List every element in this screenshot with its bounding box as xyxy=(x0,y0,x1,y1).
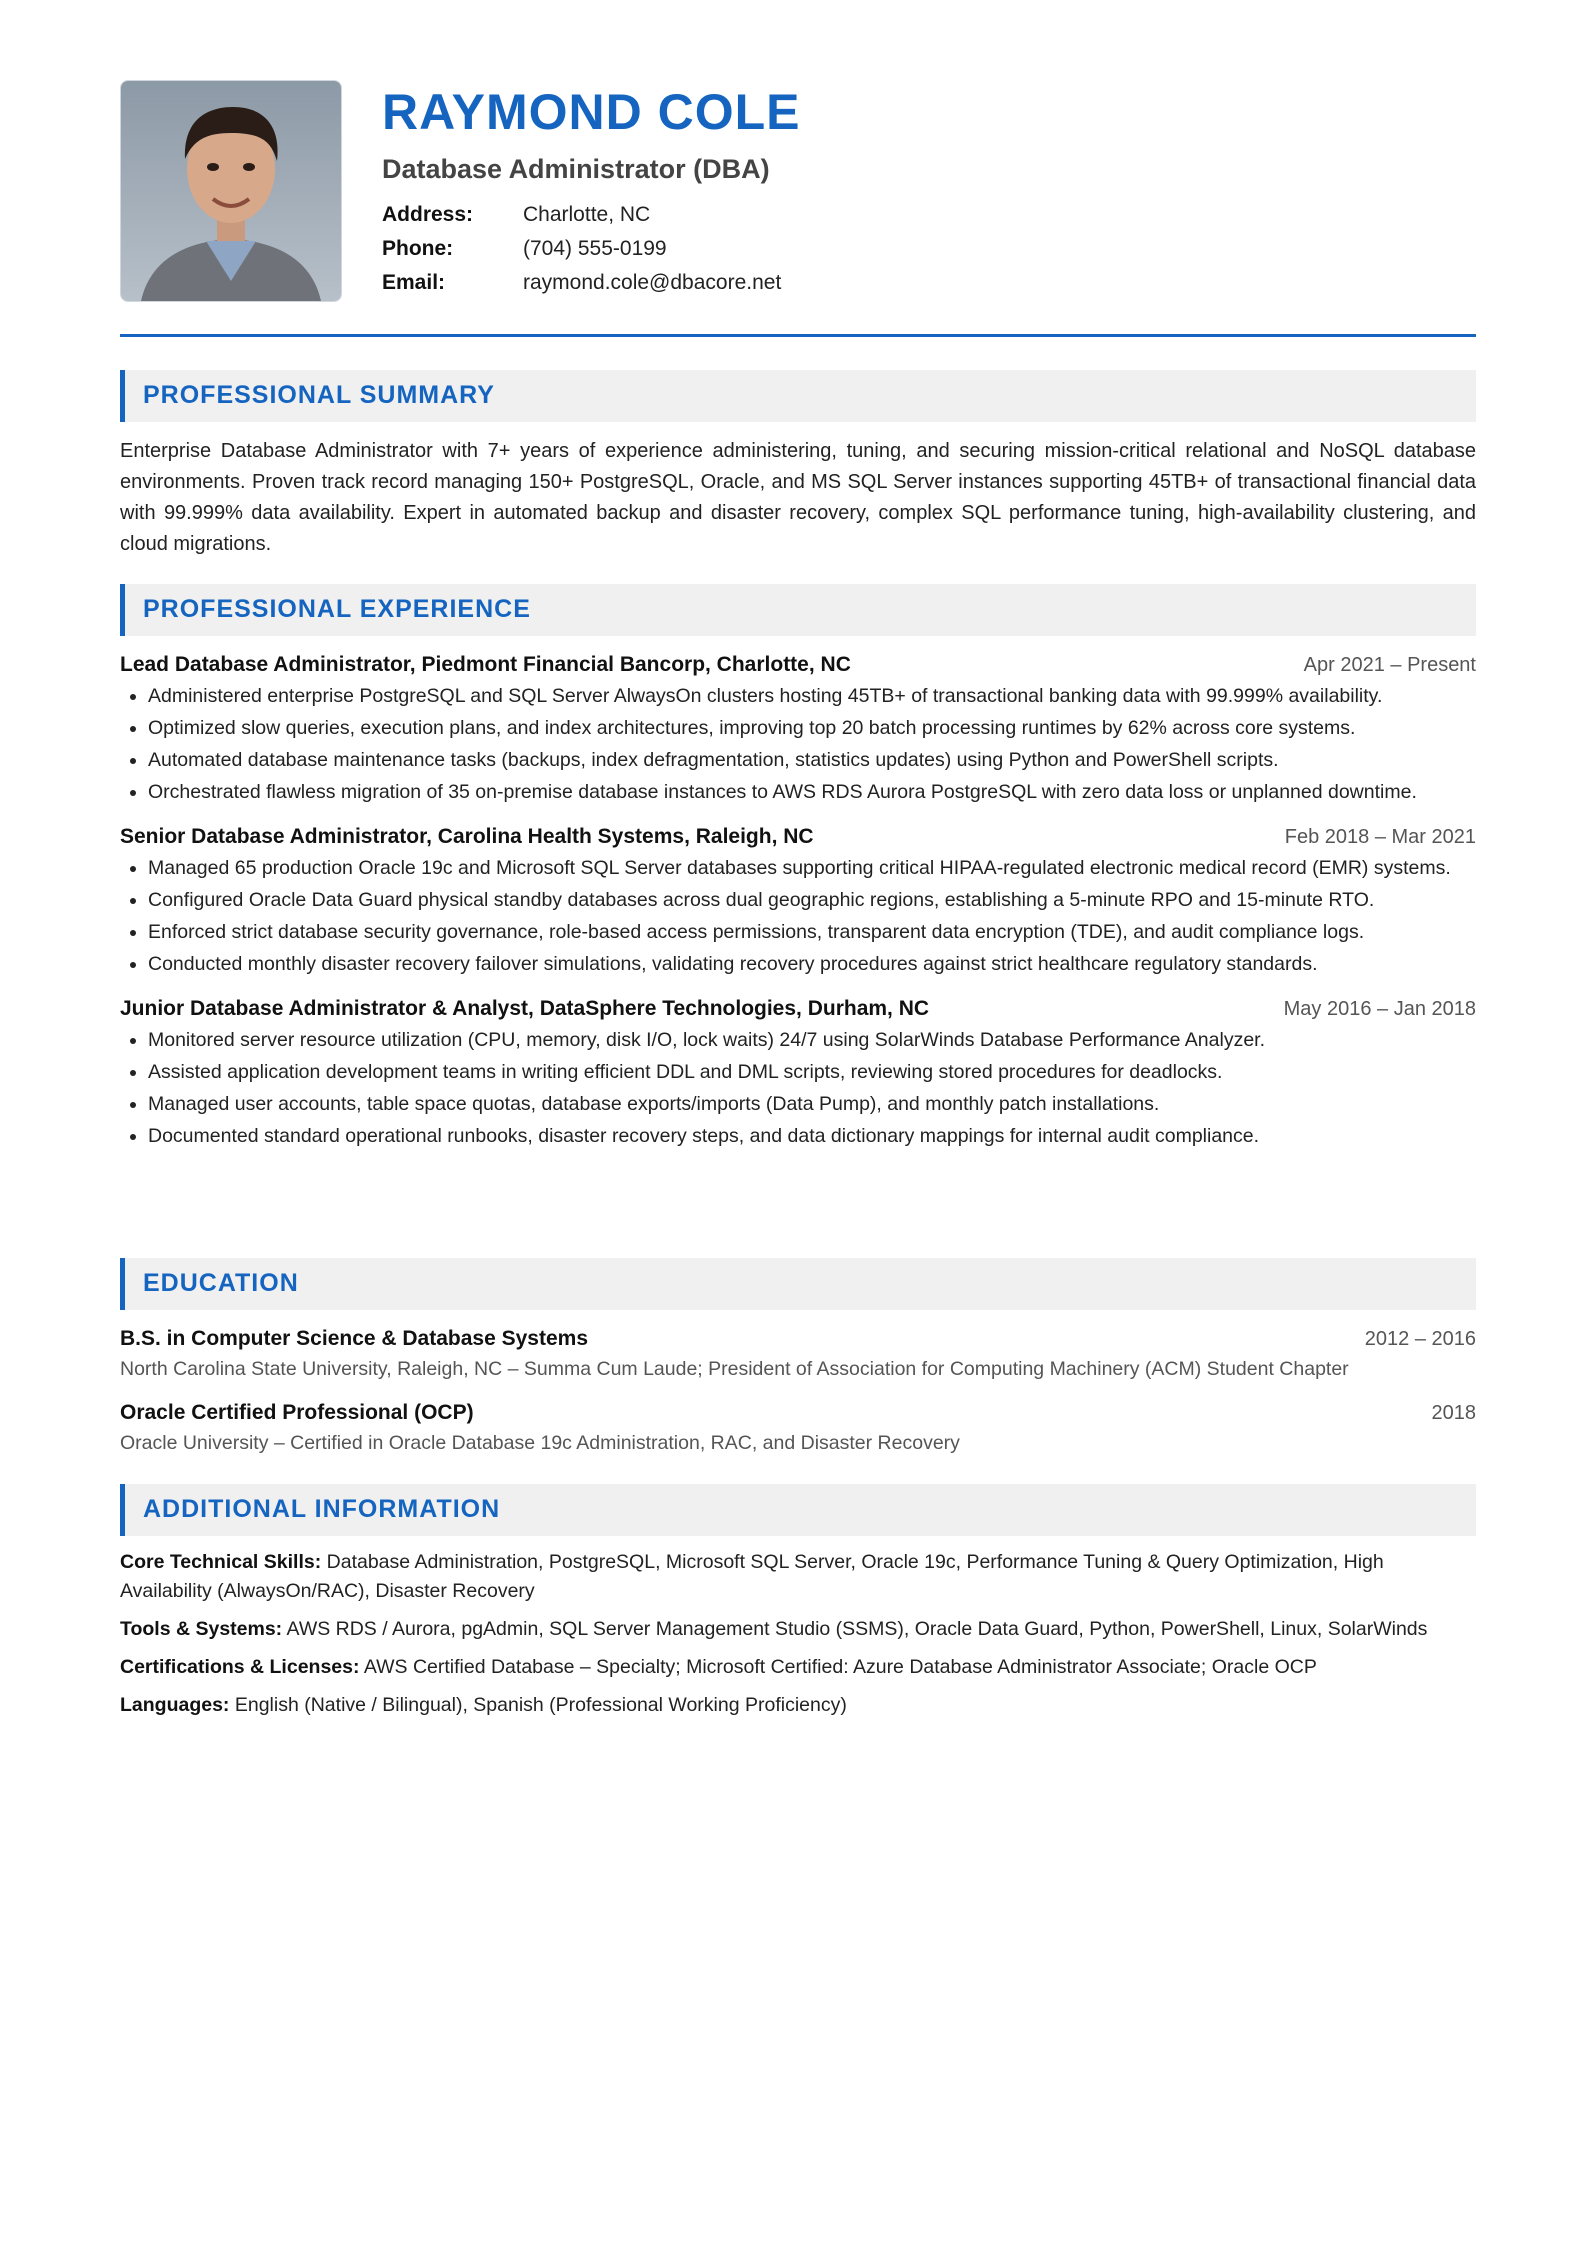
additional-value: English (Native / Bilingual), Spanish (Professional Working Proficiency) xyxy=(234,1694,847,1716)
education-dates: 2018 xyxy=(1431,1402,1476,1424)
job-header xyxy=(120,994,1476,1024)
section-heading-summary xyxy=(120,370,1476,422)
section-title: ADDITIONAL INFORMATION xyxy=(143,1495,501,1523)
profile-photo xyxy=(120,80,342,302)
list-item: • Assisted application development teams in writing efficient DDL and DML scripts, reviewing stored procedures for deadlocks. xyxy=(148,1058,1476,1086)
education-list xyxy=(120,1324,1476,1472)
list-item: • Managed 65 production Oracle 19c and Microsoft SQL Server databases supporting critical HIPAA-regulated electronic medical record (EMR) systems. xyxy=(148,854,1476,882)
additional-item xyxy=(120,1691,1476,1720)
additional-label: Core Technical Skills: xyxy=(120,1551,322,1573)
education-title: Oracle Certified Professional (OCP) xyxy=(120,1401,474,1424)
experience-list xyxy=(120,650,1476,1166)
job-dates: May 2016 – Jan 2018 xyxy=(1283,998,1476,1020)
additional-label: Languages: xyxy=(120,1694,230,1716)
contact-value: (704) 555-0199 xyxy=(523,237,667,260)
contact-value: Charlotte, NC xyxy=(523,203,651,226)
job-entry xyxy=(120,822,1476,978)
contact-value: raymond.cole@dbacore.net xyxy=(523,271,782,294)
job-dates: Apr 2021 – Present xyxy=(1303,654,1476,676)
job-title: Lead Database Administrator, Piedmont Financial Bancorp, Charlotte, NC xyxy=(120,653,851,676)
section-heading-experience xyxy=(120,584,1476,636)
additional-item xyxy=(120,1653,1476,1682)
job-bullets xyxy=(120,854,1476,978)
contact-label: Address: xyxy=(382,203,474,226)
contact-phone xyxy=(382,232,801,266)
section-heading-additional xyxy=(120,1484,1476,1536)
section-title: PROFESSIONAL EXPERIENCE xyxy=(143,595,531,623)
job-bullets xyxy=(120,682,1476,806)
list-item: • Managed user accounts, table space quotas, database exports/imports (Data Pump), and monthly patch installations. xyxy=(148,1090,1476,1118)
job-title: Senior Database Administrator, Carolina Health Systems, Raleigh, NC xyxy=(120,825,814,848)
section-title: EDUCATION xyxy=(143,1269,299,1297)
resume-header xyxy=(120,80,1476,300)
additional-label: Certifications & Licenses: xyxy=(120,1656,360,1678)
list-item: • Orchestrated flawless migration of 35 on-premise database instances to AWS RDS Aurora PostgreSQL with zero data loss or unplanned downtime. xyxy=(148,778,1476,806)
education-entry xyxy=(120,1324,1476,1384)
list-item: • Configured Oracle Data Guard physical standby databases across dual geographic regions, establishing a 5-minute RPO and 15-minute RTO. xyxy=(148,886,1476,914)
additional-value: Database Administration, PostgreSQL, Microsoft SQL Server, Oracle 19c, Performance Tuning & Query Optimization, High Availability (AlwaysOn/RAC), Disaster Recovery xyxy=(120,1551,1384,1602)
candidate-name: RAYMOND COLE xyxy=(382,84,801,140)
list-item: • Documented standard operational runbooks, disaster recovery steps, and data dictionary mappings for internal audit compliance. xyxy=(148,1122,1476,1150)
education-detail: Oracle University – Certified in Oracle Database 19c Administration, RAC, and Disaster Recovery xyxy=(120,1432,960,1454)
header-info xyxy=(382,80,801,300)
job-header xyxy=(120,650,1476,680)
education-entry xyxy=(120,1398,1476,1458)
education-detail: North Carolina State University, Raleigh, NC – Summa Cum Laude; President of Association for Computing Machinery (ACM) Student Chapter xyxy=(120,1358,1349,1380)
list-item: • Enforced strict database security governance, role-based access permissions, transparent data encryption (TDE), and audit compliance logs. xyxy=(148,918,1476,946)
candidate-title: Database Administrator (DBA) xyxy=(382,154,770,184)
list-item: • Conducted monthly disaster recovery failover simulations, validating recovery procedures against strict healthcare regulatory standards. xyxy=(148,950,1476,978)
section-title: PROFESSIONAL SUMMARY xyxy=(143,381,495,409)
additional-value: AWS RDS / Aurora, pgAdmin, SQL Server Management Studio (SSMS), Oracle Data Guard, Python, PowerShell, Linux, SolarWinds xyxy=(286,1618,1428,1640)
education-title: B.S. in Computer Science & Database Systems xyxy=(120,1327,588,1350)
contact-label: Email: xyxy=(382,271,446,294)
job-dates: Feb 2018 – Mar 2021 xyxy=(1284,826,1476,848)
education-dates: 2012 – 2016 xyxy=(1364,1328,1476,1350)
additional-list xyxy=(120,1548,1476,1729)
additional-value: AWS Certified Database – Specialty; Microsoft Certified: Azure Database Administrator Associate; Oracle OCP xyxy=(363,1656,1317,1678)
list-item: • Optimized slow queries, execution plans, and index architectures, improving top 20 batch processing runtimes by 62% across core systems. xyxy=(148,714,1476,742)
list-item: • Automated database maintenance tasks (backups, index defragmentation, statistics updates) using Python and PowerShell scripts. xyxy=(148,746,1476,774)
additional-label: Tools & Systems: xyxy=(120,1618,283,1640)
job-bullets xyxy=(120,1026,1476,1150)
education-header xyxy=(120,1324,1476,1354)
job-title: Junior Database Administrator & Analyst, DataSphere Technologies, Durham, NC xyxy=(120,997,930,1020)
contact-list xyxy=(382,198,801,300)
section-heading-education xyxy=(120,1258,1476,1310)
job-header xyxy=(120,822,1476,852)
list-item: • Administered enterprise PostgreSQL and SQL Server AlwaysOn clusters hosting 45TB+ of transactional banking data with 99.999% availability. xyxy=(148,682,1476,710)
job-entry xyxy=(120,994,1476,1150)
summary-text: Enterprise Database Administrator with 7+ years of experience administering, tuning, and securing mission-critical relational and NoSQL database environments. Proven track record managing 150+ PostgreSQL, Oracle, and MS SQL Server instances supporting 45TB+ of transactional financial data with 99.999% data availability. Expert in automated backup and disaster recovery, complex SQL performance tuning, high-availability clustering, and cloud migrations. xyxy=(120,440,1476,555)
contact-email xyxy=(382,266,801,300)
additional-item xyxy=(120,1548,1476,1606)
header-divider xyxy=(120,334,1476,337)
contact-address xyxy=(382,198,801,232)
additional-item xyxy=(120,1615,1476,1644)
list-item: • Monitored server resource utilization (CPU, memory, disk I/O, lock waits) 24/7 using SolarWinds Database Performance Analyzer. xyxy=(148,1026,1476,1054)
education-header xyxy=(120,1398,1476,1428)
contact-label: Phone: xyxy=(382,237,454,260)
job-entry xyxy=(120,650,1476,806)
